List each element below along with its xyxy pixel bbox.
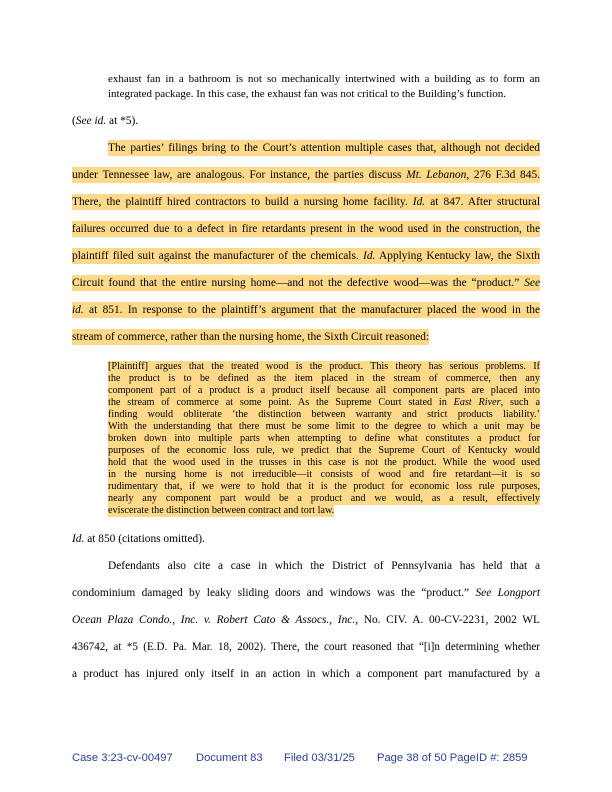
para2-line-2 [72, 585, 540, 601]
case-name-east-river: East River [453, 397, 501, 408]
para1-text-1: The parties’ filings bring to the Court’s attention multiple cases that, although not decided [108, 142, 540, 154]
bq-line-9 [108, 457, 540, 469]
bq-text-4a: the stream of commerce at some point. As the Supreme Court stated in [108, 397, 454, 408]
para1-line-8 [72, 329, 429, 345]
bq-line-4 [108, 397, 540, 409]
opening-quote-text-2: integrated package. In this case, the exhaust fan was not critical to the Building’s function. [108, 88, 507, 100]
para2-text-5: a product has injured only itself in an action in which a component part manufactured by a [72, 668, 540, 680]
bq-line-5 [108, 409, 540, 421]
footer-case-number: Case 3:23-cv-00497 [72, 752, 173, 764]
para1-line-5 [72, 248, 540, 264]
para1-id-2: Id. [363, 250, 376, 262]
para2-text-2: condominium damaged by leaky sliding doors and windows was the “product.” [72, 587, 476, 599]
bq-text-4b: , such a [500, 397, 540, 408]
para1-text-3b: at 847. After structural [425, 196, 541, 208]
bq-text-7: broken down into multiple parts when attempting to define what constitutes a product for [108, 433, 540, 444]
bq-line-2 [108, 373, 540, 385]
bq-text-12: nearly any component part would be a product and we would, as a result, effectively [108, 493, 540, 504]
para1-text-4: failures occurred due to a defect in fire retardants present in the wood used in the construction, the [72, 223, 540, 235]
para2-text-3b: , No. CIV. A. 00-CV-2231, 2002 WL [355, 614, 540, 626]
para1-text-8: stream of commerce, rather than the nursing home, the Sixth Circuit reasoned: [72, 331, 430, 343]
cite2-id: Id. [72, 533, 85, 545]
para1-text-5b: Applying Kentucky law, the Sixth [375, 250, 540, 262]
para1-text-2a: under Tennessee law, are analogous. For instance, the parties discuss [72, 169, 407, 181]
para2-line-3 [72, 612, 540, 628]
para1-line-3 [72, 194, 540, 210]
footer-filed-date: Filed 03/31/25 [284, 752, 355, 764]
bq-text-5: finding would obliterate ‘the distinction between warranty and strict products liability.’ [108, 409, 540, 420]
para1-see: See [524, 277, 540, 289]
bq-text-11: rudimentary that, if we were to hold that it is the product for economic loss rule purposes, [108, 481, 540, 492]
bq-text-3: component part of a product is a product itself because all component parts are placed into [108, 385, 540, 396]
cite-rest: at *5). [106, 115, 139, 127]
para1-text-6a: Circuit found that the entire nursing home—and not the defective wood—was the “product.” [72, 277, 525, 289]
cite-open: ( [72, 115, 76, 127]
case-name-mt-lebanon: Mt. Lebanon [406, 169, 467, 181]
footer-page-info: Page 38 of 50 PageID #: 2859 [377, 752, 528, 764]
bq-text-9: hold that the wood used in the trusses in this case is not the product. While the wood used [108, 457, 540, 468]
bq-line-3 [108, 385, 540, 397]
para2-line-5 [72, 666, 540, 682]
bq-text-10: in the nursing home is not irreducible—it consists of wood and fire retardant—it is so [108, 469, 540, 480]
citation-850 [72, 531, 540, 547]
bq-line-6 [108, 421, 540, 433]
para2-text-4: 436742, at *5 (E.D. Pa. Mar. 18, 2002). There, the court reasoned that “[i]n determining whether [72, 641, 540, 653]
case-name-longport-2: Ocean Plaza Condo., Inc. v. Robert Cato & Assocs., Inc. [72, 614, 356, 626]
bq-line-7 [108, 433, 540, 445]
bq-text-2: the product is to be defined as the item placed in the stream of commerce, then any [108, 373, 540, 384]
footer-document-number: Document 83 [196, 752, 263, 764]
para1-text-2b: , 276 F.3d 845. [466, 169, 540, 181]
para2-line-4 [72, 639, 540, 655]
court-filing-footer [72, 752, 542, 764]
para1-text-3a: There, the plaintiff hired contractors to build a nursing home facility. [72, 196, 413, 208]
bq-text-13: eviscerate the distinction between contract and tort law. [108, 505, 335, 516]
bq-line-13 [108, 505, 334, 517]
para1-line-6 [72, 275, 540, 291]
bq-line-12 [108, 493, 540, 505]
para1-id-1: Id. [412, 196, 426, 208]
para1-line-7 [72, 302, 540, 318]
bq-line-1 [108, 361, 540, 373]
bq-line-11 [108, 481, 540, 493]
bq-text-6: With the understanding that there must be some limit to the degree to which a unit may be [108, 421, 540, 432]
opening-quote-line-1 [108, 71, 540, 87]
bq-line-10 [108, 469, 540, 481]
opening-quote-line-2 [108, 86, 540, 102]
opening-citation [72, 113, 540, 129]
cite-id: See id. [75, 115, 107, 127]
para1-text-7b: at 851. In response to the plaintiff’s argument that the manufacturer placed the wood in the [83, 304, 540, 316]
bq-line-8 [108, 445, 540, 457]
case-name-longport-1: See Longport [475, 587, 540, 599]
opening-quote-text-1: exhaust fan in a bathroom is not so mechanically intertwined with a building as to form an [108, 73, 540, 85]
bq-text-1: [Plaintiff] argues that the treated wood is the product. This theory has serious problems. If [108, 361, 540, 372]
para2-line-1 [108, 558, 540, 574]
para1-line-2 [72, 167, 540, 183]
cite2-rest: at 850 (citations omitted). [84, 533, 205, 545]
para1-line-1 [108, 140, 540, 156]
bq-text-8: purposes of the economic loss rule, we predict that the Supreme Court of Kentucky would [108, 445, 540, 456]
para1-text-5a: plaintiff filed suit against the manufacturer of the chemicals. [72, 250, 364, 262]
para1-line-4 [72, 221, 540, 237]
para1-id-3: id. [72, 304, 84, 316]
para2-text-1: Defendants also cite a case in which the District of Pennsylvania has held that a [108, 560, 540, 572]
